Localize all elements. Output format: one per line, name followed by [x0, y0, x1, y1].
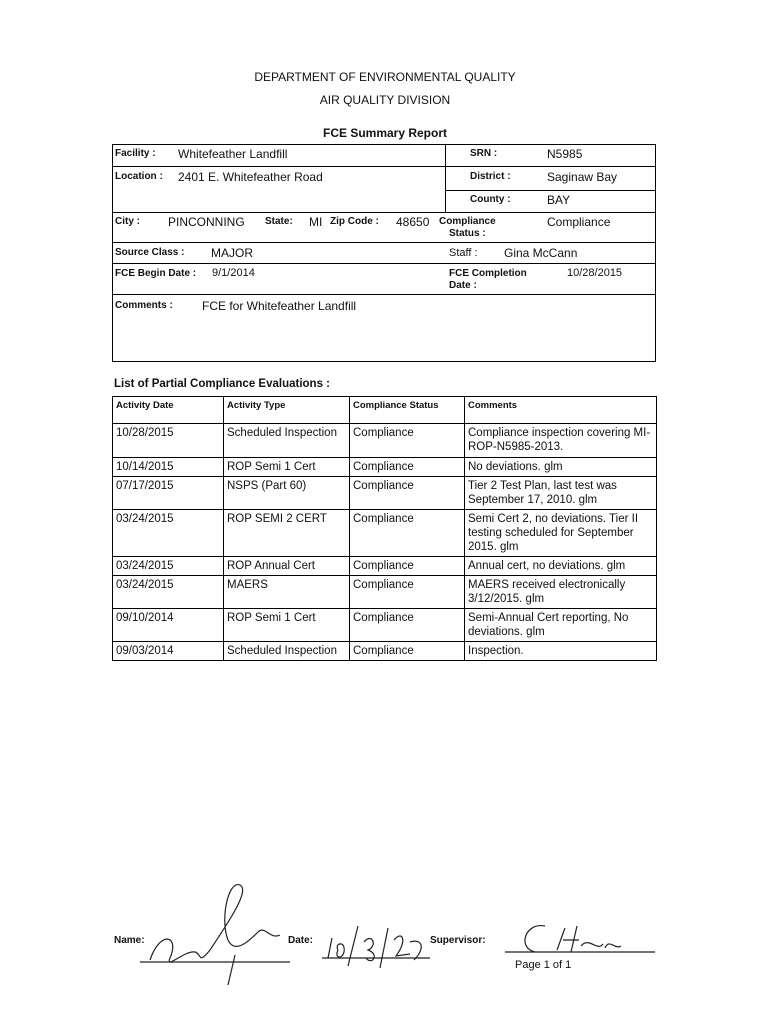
- activity-type: MAERS: [224, 576, 350, 609]
- compliance-status: Compliance: [350, 576, 465, 609]
- activity-type: Scheduled Inspection: [224, 642, 350, 661]
- city-value: PINCONNING: [168, 215, 245, 229]
- activity-date: 09/03/2014: [113, 642, 224, 661]
- activity-type: Scheduled Inspection: [224, 424, 350, 458]
- compliance-status: Compliance: [350, 557, 465, 576]
- fce-begin-value: 9/1/2014: [212, 267, 255, 279]
- srn-label: SRN :: [470, 148, 498, 159]
- compliance-status-label-2: Status :: [449, 228, 486, 239]
- fce-completion-label-2: Date :: [449, 280, 477, 291]
- pce-title: List of Partial Compliance Evaluations :: [114, 378, 330, 390]
- col-comments: Comments: [465, 397, 657, 424]
- activity-date: 03/24/2015: [113, 510, 224, 557]
- compliance-status-label: Compliance: [439, 216, 496, 227]
- table-row: [113, 424, 657, 458]
- staff-label: Staff :: [449, 247, 478, 259]
- compliance-status: Compliance: [350, 458, 465, 477]
- handwritten-date: [322, 918, 432, 990]
- city-label: City :: [115, 216, 140, 227]
- source-class-value: MAJOR: [211, 246, 253, 260]
- supervisor-label: Supervisor:: [430, 935, 486, 946]
- activity-comments: MAERS received electronically 3/12/2015. glm: [465, 576, 657, 609]
- facility-value: Whitefeather Landfill: [178, 147, 288, 161]
- pce-table: [112, 396, 657, 661]
- activity-type: ROP Semi 1 Cert: [224, 458, 350, 477]
- activity-date: 09/10/2014: [113, 609, 224, 642]
- location-value: 2401 E. Whitefeather Road: [178, 170, 323, 184]
- col-compliance-status: Compliance Status: [350, 397, 465, 424]
- fce-begin-label: FCE Begin Date :: [115, 268, 197, 279]
- activity-comments: Semi Cert 2, no deviations. Tier II testing scheduled for September 2015. glm: [465, 510, 657, 557]
- state-value: MI: [309, 215, 323, 229]
- activity-type: NSPS (Part 60): [224, 477, 350, 510]
- report-title: FCE Summary Report: [322, 126, 448, 140]
- location-label: Location :: [115, 171, 163, 182]
- date-label: Date:: [288, 935, 314, 946]
- activity-date: 03/24/2015: [113, 557, 224, 576]
- table-row: [113, 576, 657, 609]
- activity-comments: Tier 2 Test Plan, last test was September 17, 2010. glm: [465, 477, 657, 510]
- compliance-status: Compliance: [350, 609, 465, 642]
- district-value: Saginaw Bay: [547, 170, 618, 184]
- table-row: [113, 557, 657, 576]
- fce-completion-value: 10/28/2015: [567, 267, 623, 279]
- table-row: [113, 609, 657, 642]
- compliance-status: Compliance: [350, 510, 465, 557]
- activity-comments: Inspection.: [465, 642, 657, 661]
- name-label: Name:: [114, 935, 145, 946]
- activity-date: 10/28/2015: [113, 424, 224, 458]
- activity-type: ROP Annual Cert: [224, 557, 350, 576]
- comments-label: Comments :: [115, 300, 173, 311]
- activity-comments: Compliance inspection covering MI-ROP-N5985-2013.: [465, 424, 657, 458]
- department-heading: DEPARTMENT OF ENVIRONMENTAL QUALITY: [254, 70, 516, 84]
- activity-date: 10/14/2015: [113, 458, 224, 477]
- activity-date: 03/24/2015: [113, 576, 224, 609]
- fce-completion-label: FCE Completion: [449, 268, 527, 279]
- county-value: BAY: [547, 193, 571, 207]
- compliance-status: Compliance: [350, 477, 465, 510]
- table-row: [113, 458, 657, 477]
- supervisor-signature: [505, 918, 655, 958]
- col-activity-date: Activity Date: [113, 397, 224, 424]
- activity-comments: No deviations. glm: [465, 458, 657, 477]
- district-label: District :: [470, 171, 511, 182]
- activity-type: ROP Semi 1 Cert: [224, 609, 350, 642]
- activity-type: ROP SEMI 2 CERT: [224, 510, 350, 557]
- page-number: Page 1 of 1: [515, 959, 572, 971]
- pce-header-row: [113, 397, 657, 424]
- source-class-label: Source Class :: [115, 247, 185, 258]
- col-activity-type: Activity Type: [224, 397, 350, 424]
- srn-value: N5985: [547, 147, 583, 161]
- compliance-status: Compliance: [350, 642, 465, 661]
- division-heading: AIR QUALITY DIVISION: [319, 93, 451, 107]
- state-label: State:: [265, 216, 293, 227]
- activity-date: 07/17/2015: [113, 477, 224, 510]
- table-row: [113, 477, 657, 510]
- table-row: [113, 642, 657, 661]
- zip-label: Zip Code :: [330, 216, 379, 227]
- activity-comments: Semi-Annual Cert reporting, No deviations. glm: [465, 609, 657, 642]
- comments-value: FCE for Whitefeather Landfill: [202, 299, 357, 313]
- zip-value: 48650: [396, 215, 430, 229]
- staff-value: Gina McCann: [504, 246, 578, 260]
- facility-label: Facility :: [115, 148, 156, 159]
- county-label: County :: [470, 194, 511, 205]
- name-signature: [140, 880, 290, 990]
- table-row: [113, 510, 657, 557]
- compliance-status: Compliance: [350, 424, 465, 458]
- compliance-status-value: Compliance: [547, 215, 611, 229]
- activity-comments: Annual cert, no deviations. glm: [465, 557, 657, 576]
